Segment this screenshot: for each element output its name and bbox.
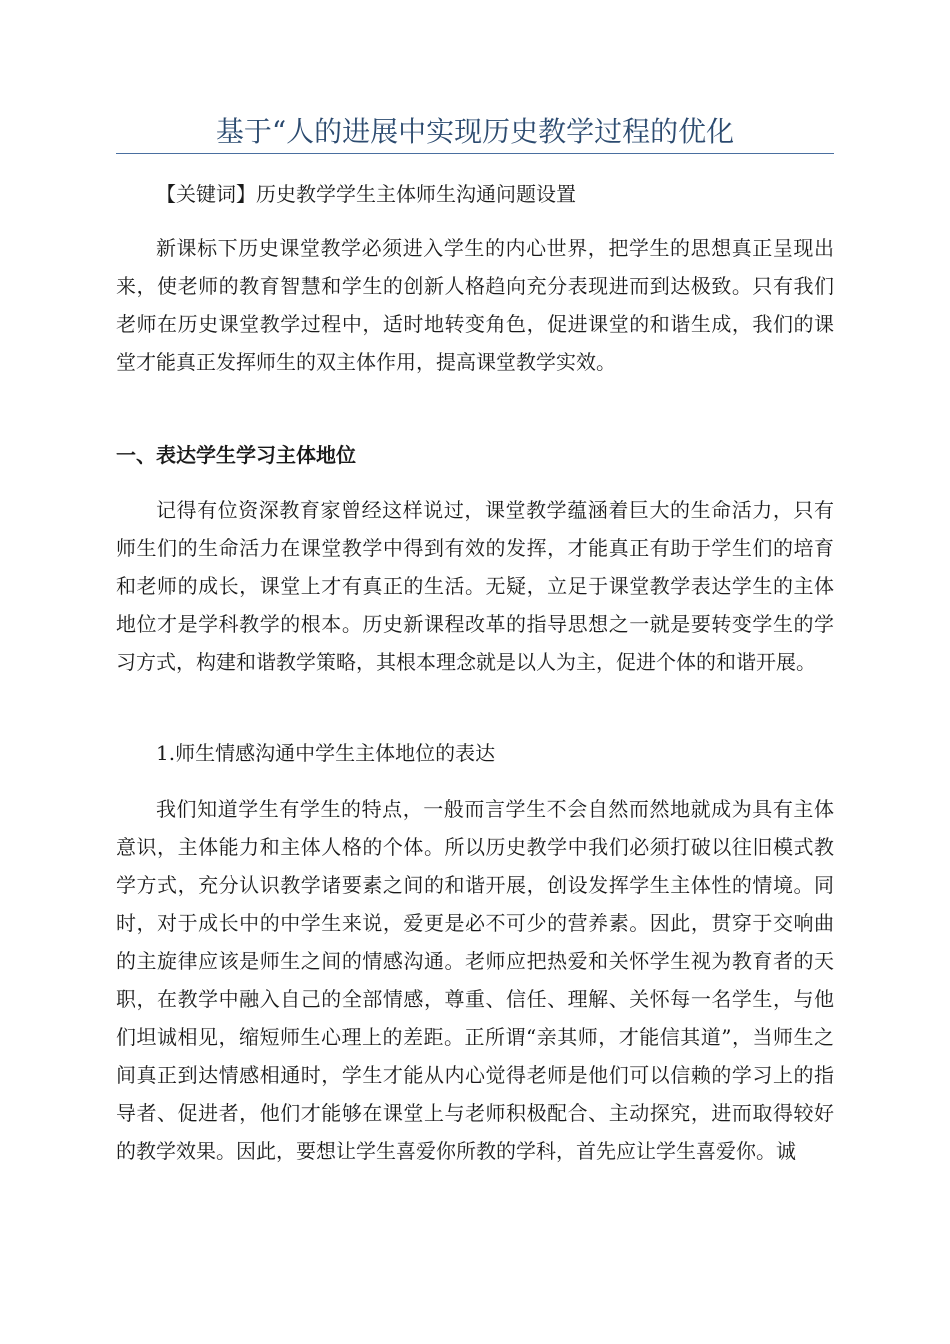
subsection1-paragraph: 我们知道学生有学生的特点，一般而言学生不会自然而然地就成为具有主体意识，主体能力和主体人格的个体。所以历史教学中我们必须打破以往旧模式教学方式，充分认识教学诸要素之间的和谐开展，创设发挥学生主体性的情境。同时，对于成长中的中学生来说，爱更是必不可少的营养素。因此，贯穿于交响曲的主旋律应该是师生之间的情感沟通。老师应把热爱和关怀学生视为教育者的天职，在教学中融入自己的全部情感，尊重、信任、理解、关怀每一名学生，与他们坦诚相见，缩短师生心理上的差距。正所谓“亲其师，才能信其道”，当师生之间真正到达情感相通时，学生才能从内心觉得老师是他们可以信赖的学习上的指导者、促进者，他们才能够在课堂上与老师积极配合、主动探究，进而取得较好的教学效果。因此，要想让学生喜爱你所教的学科，首先应让学生喜爱你。诚 bbox=[116, 797, 834, 1163]
section1-paragraph: 记得有位资深教育家曾经这样说过，课堂教学蕴涵着巨大的生命活力，只有师生们的生命活力在课堂教学中得到有效的发挥，才能真正有助于学生们的培育和老师的成长，课堂上才有真正的生活。无疑，立足于课堂教学表达学生的主体地位才是学科教学的根本。历史新课程改革的指导思想之一就是要转变学生的学习方式，构建和谐教学策略，其根本理念就是以人为主，促进个体的和谐开展。 bbox=[116, 498, 834, 674]
section-heading-1: 一、表达学生学习主体地位 bbox=[116, 443, 356, 467]
document-title: 基于“人的进展中实现历史教学过程的优化 bbox=[215, 115, 735, 148]
subsection-heading-1: 1.师生情感沟通中学生主体地位的表达 bbox=[156, 741, 496, 765]
title-underline bbox=[116, 153, 834, 154]
intro-paragraph: 新课标下历史课堂教学必须进入学生的内心世界，把学生的思想真正呈现出来，使老师的教育智慧和学生的创新人格趋向充分表现进而到达极致。只有我们老师在历史课堂教学过程中，适时地转变角色，促进课堂的和谐生成，我们的课堂才能真正发挥师生的双主体作用，提高课堂教学实效。 bbox=[116, 236, 834, 374]
keywords-line: 【关键词】历史教学学生主体师生沟通问题设置 bbox=[156, 182, 576, 206]
